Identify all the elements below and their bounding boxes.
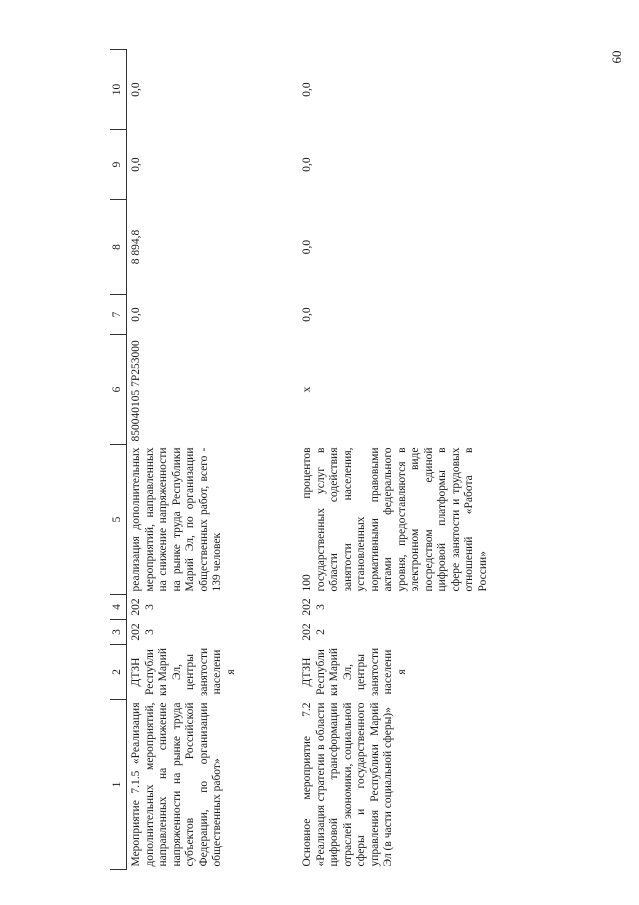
column-header: 9 <box>110 130 127 200</box>
table-row <box>127 50 299 870</box>
expected-result-cell: реализация дополнительных мероприятий, направленных на снижение напряженности на рынке труда Республики Марий Эл, по организации общественных работ, всего - 139 человек <box>130 447 223 592</box>
column-header: 10 <box>110 50 127 130</box>
value-cell-8: 0,0 <box>301 239 313 255</box>
column-header: 7 <box>110 295 127 335</box>
rotated-table-container <box>110 50 530 870</box>
expected-result-cell: 100 процентов государственных услуг в области содействия занятости населения, установленных нормативными правовыми актами федерального уровня, предоставляются в электронном виде посредством единой цифровой платформы в сфере занятости и трудовых отношений «Работа в России» <box>301 447 489 592</box>
value-cell-10: 0,0 <box>301 82 313 97</box>
column-header: 2 <box>110 645 127 700</box>
column-header: 3 <box>110 620 127 645</box>
value-cell-7: 0,0 <box>130 307 142 322</box>
value-cell-7: 0,0 <box>301 307 313 322</box>
value-cell-8: 8 894,8 <box>130 229 142 265</box>
executor-cell: ДТЗН Республики Марий Эл, центры занятости населения <box>301 647 408 697</box>
program-activities-table <box>110 49 501 870</box>
table-row <box>298 50 501 870</box>
page-number: 60 <box>609 50 624 64</box>
budget-code-cell: x <box>301 386 313 393</box>
column-header: 6 <box>110 335 127 445</box>
column-header: 5 <box>110 445 127 595</box>
value-cell-9: 0,0 <box>301 157 313 172</box>
activity-name-cell: Мероприятие 7.1.5 «Реализация дополнительных мероприятий, направленных на снижение напряженности на рынке труда субъектов Российской Федерации, по организации общественных работ» <box>130 702 223 867</box>
value-cell-9: 0,0 <box>130 157 142 172</box>
executor-cell: ДТЗН Республики Марий Эл, центры занятости населения <box>130 647 237 697</box>
activity-name-cell: Основное мероприятие 7.2 «Реализация стратегии в области цифровой трансформации отраслей экономики, социальной сферы и государственного управления Республики Марий Эл (в части социальной сферы)» <box>301 702 394 867</box>
end-year-cell: 2023 <box>301 598 327 616</box>
value-cell-10: 0,0 <box>130 82 142 97</box>
column-header: 8 <box>110 200 127 295</box>
budget-code-cell: 850040105 7P253000 <box>130 340 142 442</box>
start-year-cell: 2022 <box>301 623 327 641</box>
end-year-cell: 2023 <box>130 598 156 616</box>
column-header: 1 <box>110 700 127 870</box>
column-header: 4 <box>110 595 127 620</box>
column-number-row <box>110 50 127 870</box>
start-year-cell: 2023 <box>130 623 156 641</box>
